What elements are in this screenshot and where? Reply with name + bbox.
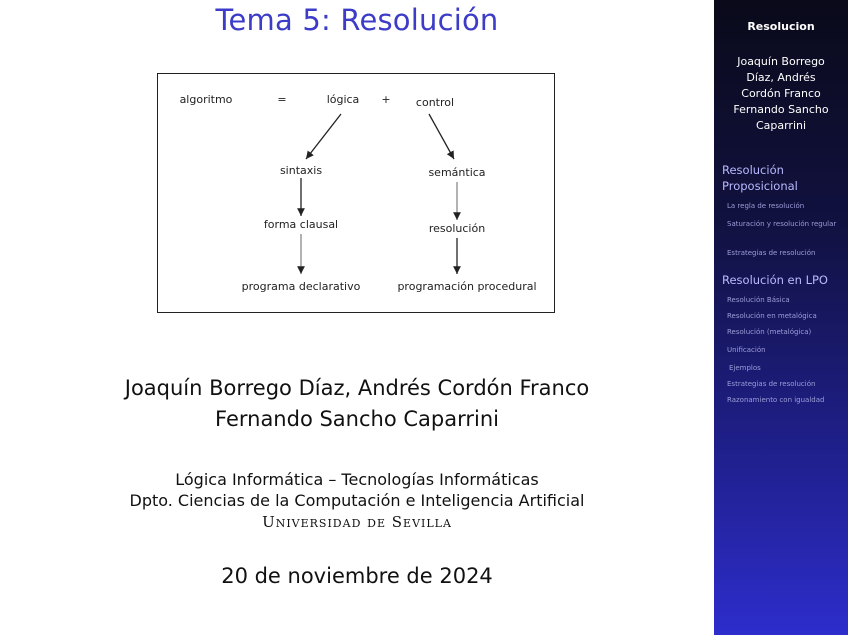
sidebar-author-line: Díaz, Andrés <box>746 71 816 84</box>
slide-title: Tema 5: Resolución <box>215 3 499 37</box>
sidebar-author-line: Joaquín Borrego <box>737 55 825 68</box>
sidebar-item-equality[interactable]: Razonamiento con igualdad <box>727 396 825 404</box>
sidebar-item-unification[interactable]: Unificación <box>727 346 766 354</box>
node-equals: = <box>277 93 287 106</box>
sidebar-author-line: Caparrini <box>755 119 807 132</box>
university: Universidad de Sevilla <box>262 513 452 531</box>
sidebar-item-meta-resolution-2[interactable]: Resolución (metalógica) <box>727 328 812 336</box>
department: Dpto. Ciencias de la Computación e Inteligencia Artificial <box>129 491 585 510</box>
concept-diagram <box>157 73 555 313</box>
node-syntax: sintaxis <box>279 164 323 177</box>
node-procedural-programming: programación procedural <box>397 280 537 293</box>
arrow-control-semantics <box>429 114 454 159</box>
sidebar-item-examples[interactable]: Ejemplos <box>729 364 761 372</box>
node-logic: lógica <box>326 93 360 106</box>
presentation-date: 20 de noviembre de 2024 <box>221 564 493 588</box>
sidebar-authors <box>720 54 842 134</box>
sidebar-item-strategies[interactable]: Estrategias de resolución <box>727 249 816 257</box>
authors-line-2: Fernando Sancho Caparrini <box>215 407 499 431</box>
node-algorithm: algoritmo <box>179 93 233 106</box>
sidebar-item-fol-strategies[interactable]: Estrategias de resolución <box>727 380 816 388</box>
sidebar-item-saturation[interactable]: Saturación y resolución regular <box>727 220 837 228</box>
sidebar-author-line: Cordón Franco <box>741 87 821 100</box>
diagram-arrows <box>158 74 556 314</box>
node-clausal-form: forma clausal <box>263 218 339 231</box>
sidebar-section-propositional[interactable]: Resolución Proposicional <box>722 163 798 193</box>
sidebar-title[interactable]: Resolucion <box>747 20 815 33</box>
node-plus: + <box>381 93 391 106</box>
node-declarative-program: programa declarativo <box>241 280 361 293</box>
sidebar-author-line: Fernando Sancho <box>733 103 829 116</box>
authors-line-1: Joaquín Borrego Díaz, Andrés Cordón Franco <box>124 376 590 400</box>
course-name: Lógica Informática – Tecnologías Informáticas <box>175 470 539 489</box>
sidebar-item-basic-resolution[interactable]: Resolución Básica <box>727 296 790 304</box>
sidebar-section-fol[interactable]: Resolución en LPO <box>722 273 828 287</box>
node-semantics: semántica <box>428 166 486 179</box>
node-resolution: resolución <box>428 222 486 235</box>
navigation-sidebar <box>714 0 848 635</box>
node-control: control <box>415 96 455 109</box>
sidebar-item-resolution-rule[interactable]: La regla de resolución <box>727 202 805 210</box>
sidebar-item-meta-resolution[interactable]: Resolución en metalógica <box>727 312 817 320</box>
arrow-logic-syntax <box>306 114 341 159</box>
